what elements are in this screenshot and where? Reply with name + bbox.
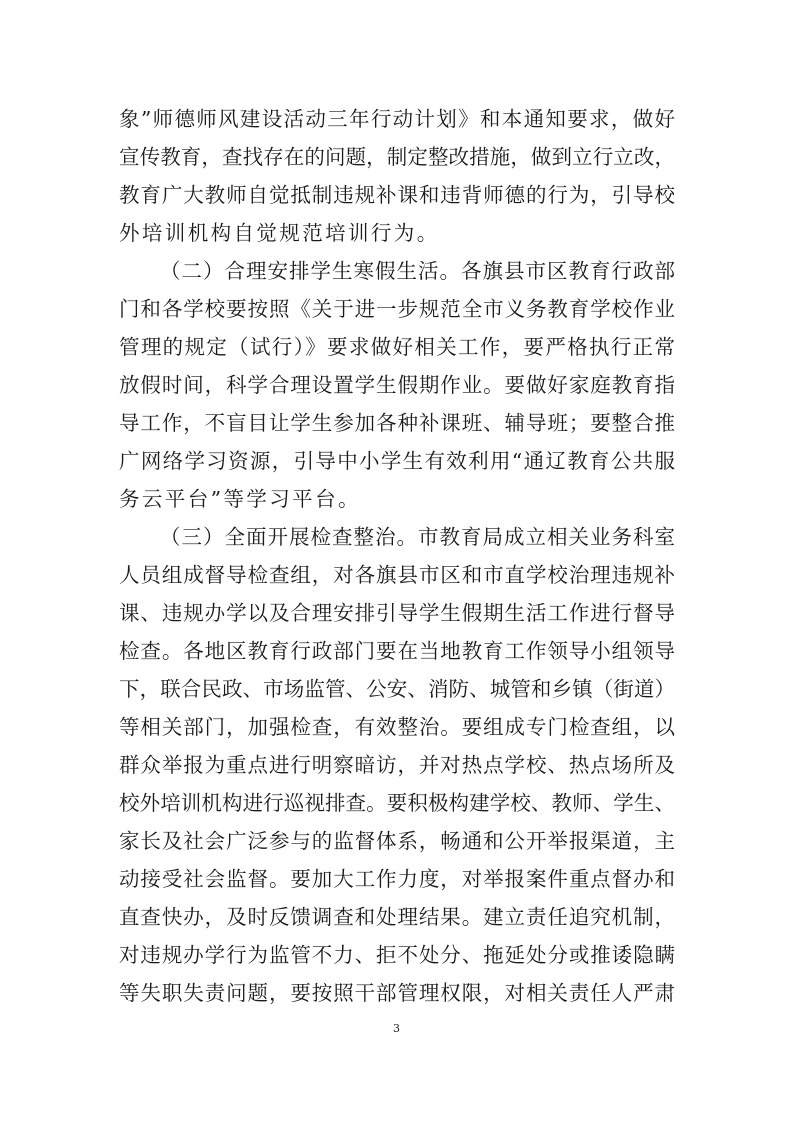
text-line: 宣传教育，查找存在的问题，制定整改措施，做到立行立改， (119, 145, 675, 169)
text-line: 门和各学校要按照《关于进一步规范全市义务教育学校作业 (119, 297, 675, 321)
text-line: 象”师德师风建设活动三年行动计划》和本通知要求，做好 (119, 107, 675, 131)
text-line: 广网络学习资源，引导中小学生有效利用“通辽教育公共服 (119, 449, 675, 473)
text-line: 家长及社会广泛参与的监督体系，畅通和公开举报渠道，主 (119, 829, 675, 853)
text-line: 对违规办学行为监管不力、拒不处分、拖延处分或推诿隐瞒 (119, 943, 675, 967)
text-line: 等相关部门，加强检查，有效整治。要组成专门检查组，以 (119, 715, 675, 739)
text-line: 检查。各地区教育行政部门要在当地教育工作领导小组领导 (119, 639, 675, 663)
section-heading-line: （二）合理安排学生寒假生活。各旗县市区教育行政部 (160, 259, 675, 283)
text-line: 群众举报为重点进行明察暗访，并对热点学校、热点场所及 (119, 753, 675, 777)
paragraph-end-line: 外培训机构自觉规范培训行为。 (119, 221, 440, 245)
section-heading-line: （三）全面开展检查整治。市教育局成立相关业务科室 (160, 525, 675, 549)
text-line: 校外培训机构进行巡视排查。要积极构建学校、教师、学生、 (119, 791, 675, 815)
text-line: 课、违规办学以及合理安排引导学生假期生活工作进行督导 (119, 601, 675, 625)
text-line: 下，联合民政、市场监管、公安、消防、城管和乡镇（街道） (119, 677, 675, 701)
text-line: 等失职失责问题，要按照干部管理权限，对相关责任人严肃 (119, 981, 675, 1005)
text-line: 动接受社会监督。要加大工作力度，对举报案件重点督办和 (119, 867, 675, 891)
text-line: 直查快办，及时反馈调查和处理结果。建立责任追究机制， (119, 905, 675, 929)
text-line: 导工作，不盲目让学生参加各种补课班、辅导班；要整合推 (119, 411, 675, 435)
paragraph-end-line: 务云平台”等学习平台。 (119, 487, 361, 511)
page-number: 3 (393, 1022, 400, 1035)
text-line: 管理的规定（试行）》要求做好相关工作，要严格执行正常 (119, 335, 675, 359)
text-line: 人员组成督导检查组，对各旗县市区和市直学校治理违规补 (119, 563, 675, 587)
text-line: 教育广大教师自觉抵制违规补课和违背师德的行为，引导校 (119, 183, 675, 207)
text-line: 放假时间，科学合理设置学生假期作业。要做好家庭教育指 (119, 373, 675, 397)
